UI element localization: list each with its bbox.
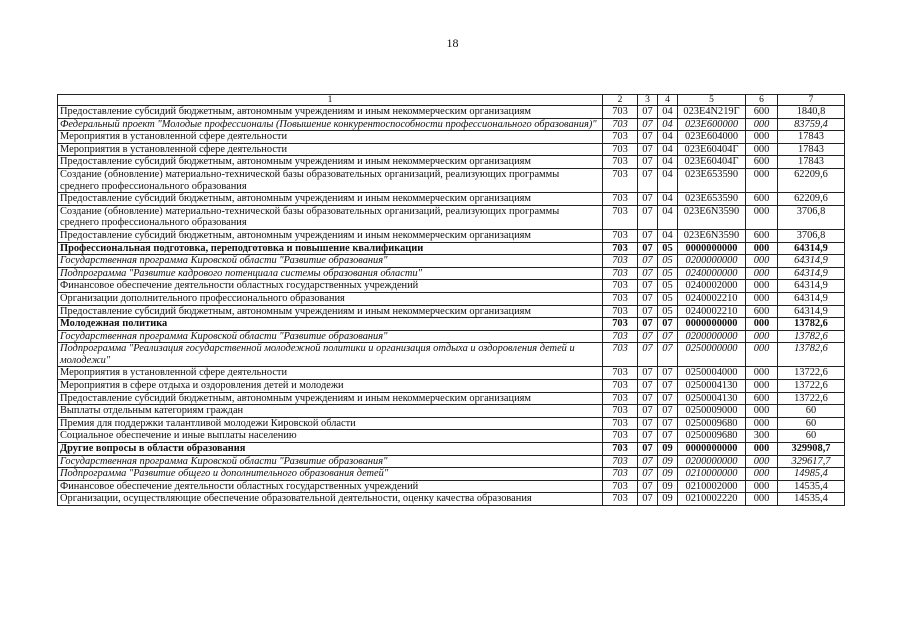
- row-name-cell: Мероприятия в установленной сфере деятельности: [58, 143, 603, 156]
- table-row: [58, 280, 845, 293]
- cell-col-6: 000: [746, 455, 778, 468]
- row-name-cell: Государственная программа Кировской области "Развитие образования": [58, 255, 603, 268]
- cell-col-6: 000: [746, 118, 778, 131]
- cell-col-4: 07: [658, 330, 678, 343]
- cell-col-4: 04: [658, 168, 678, 192]
- cell-col-4: 04: [658, 229, 678, 242]
- row-name-cell: Федеральный проект "Молодые профессионалы (Повышение конкурентоспособности профессионального образования)": [58, 118, 603, 131]
- cell-col-4: 07: [658, 405, 678, 418]
- cell-col-6: 000: [746, 242, 778, 255]
- cell-col-2: 703: [603, 443, 638, 456]
- row-name-cell: Предоставление субсидий бюджетным, автономным учреждениям и иным некоммерческим организациям: [58, 305, 603, 318]
- row-name-cell: Мероприятия в сфере отдыха и оздоровления детей и молодежи: [58, 380, 603, 393]
- cell-col-6: 000: [746, 468, 778, 481]
- cell-col-6: 000: [746, 267, 778, 280]
- cell-col-3: 07: [638, 417, 658, 430]
- cell-col-2: 703: [603, 318, 638, 331]
- row-name-cell: Другие вопросы в области образования: [58, 443, 603, 456]
- cell-col-6: 000: [746, 480, 778, 493]
- table-row: [58, 443, 845, 456]
- cell-col-4: 09: [658, 468, 678, 481]
- table-body: [58, 95, 845, 506]
- cell-col-2: 703: [603, 168, 638, 192]
- row-name-cell: Организации, осуществляющие обеспечение образовательной деятельности, оценку качества образования: [58, 493, 603, 506]
- table-row: [58, 455, 845, 468]
- cell-col-4: 04: [658, 156, 678, 169]
- table-row: [58, 156, 845, 169]
- cell-col-4: 07: [658, 367, 678, 380]
- cell-col-2: 703: [603, 468, 638, 481]
- cell-col-2: 703: [603, 292, 638, 305]
- table-row: [58, 430, 845, 443]
- cell-amount: 13722,6: [778, 380, 845, 393]
- cell-amount: 64314,9: [778, 242, 845, 255]
- table-row: [58, 229, 845, 242]
- table-row: [58, 205, 845, 229]
- cell-col-2: 703: [603, 118, 638, 131]
- cell-amount: 329617,7: [778, 455, 845, 468]
- cell-col-5: 0200000000: [678, 330, 746, 343]
- cell-col-3: 07: [638, 106, 658, 119]
- cell-col-2: 703: [603, 493, 638, 506]
- table-row: [58, 405, 845, 418]
- cell-col-3: 07: [638, 330, 658, 343]
- cell-col-2: 703: [603, 367, 638, 380]
- cell-col-5: 023E653590: [678, 193, 746, 206]
- cell-col-6: 000: [746, 292, 778, 305]
- cell-col-4: 05: [658, 292, 678, 305]
- column-header: 4: [658, 95, 678, 106]
- row-name-cell: Предоставление субсидий бюджетным, автономным учреждениям и иным некоммерческим организациям: [58, 156, 603, 169]
- cell-col-5: 0250004000: [678, 367, 746, 380]
- cell-col-5: 0250009000: [678, 405, 746, 418]
- cell-col-2: 703: [603, 417, 638, 430]
- cell-amount: 1840,8: [778, 106, 845, 119]
- cell-amount: 64314,9: [778, 305, 845, 318]
- cell-col-5: 0250000000: [678, 343, 746, 367]
- cell-col-4: 05: [658, 267, 678, 280]
- table-row: [58, 380, 845, 393]
- column-header: 5: [678, 95, 746, 106]
- cell-col-5: 0200000000: [678, 255, 746, 268]
- column-header: 3: [638, 95, 658, 106]
- table-row: [58, 292, 845, 305]
- column-header: 2: [603, 95, 638, 106]
- cell-col-6: 600: [746, 193, 778, 206]
- table-row: [58, 343, 845, 367]
- table-row: [58, 267, 845, 280]
- cell-col-3: 07: [638, 305, 658, 318]
- cell-col-2: 703: [603, 267, 638, 280]
- table-row: [58, 131, 845, 144]
- cell-col-2: 703: [603, 205, 638, 229]
- table-header-row: [58, 95, 845, 106]
- cell-col-4: 04: [658, 131, 678, 144]
- cell-col-5: 023E604000: [678, 131, 746, 144]
- cell-col-5: 0210000000: [678, 468, 746, 481]
- cell-col-3: 07: [638, 455, 658, 468]
- row-name-cell: Социальное обеспечение и иные выплаты населению: [58, 430, 603, 443]
- cell-col-2: 703: [603, 343, 638, 367]
- cell-amount: 13782,6: [778, 343, 845, 367]
- cell-col-6: 600: [746, 229, 778, 242]
- cell-col-5: 0000000000: [678, 242, 746, 255]
- column-header: 6: [746, 95, 778, 106]
- cell-col-6: 000: [746, 380, 778, 393]
- cell-col-4: 04: [658, 106, 678, 119]
- cell-col-2: 703: [603, 305, 638, 318]
- cell-col-3: 07: [638, 143, 658, 156]
- cell-col-6: 000: [746, 343, 778, 367]
- cell-amount: 62209,6: [778, 168, 845, 192]
- cell-col-3: 07: [638, 267, 658, 280]
- cell-amount: 83759,4: [778, 118, 845, 131]
- cell-amount: 60: [778, 417, 845, 430]
- cell-col-3: 07: [638, 118, 658, 131]
- cell-col-3: 07: [638, 242, 658, 255]
- row-name-cell: Предоставление субсидий бюджетным, автономным учреждениям и иным некоммерческим организациям: [58, 193, 603, 206]
- cell-col-3: 07: [638, 255, 658, 268]
- cell-col-5: 0210002000: [678, 480, 746, 493]
- cell-col-2: 703: [603, 255, 638, 268]
- cell-col-4: 09: [658, 455, 678, 468]
- cell-col-4: 04: [658, 118, 678, 131]
- cell-col-6: 600: [746, 305, 778, 318]
- cell-col-6: 000: [746, 330, 778, 343]
- cell-col-4: 07: [658, 392, 678, 405]
- cell-col-5: 0250009680: [678, 430, 746, 443]
- cell-col-6: 000: [746, 205, 778, 229]
- cell-col-5: 023E653590: [678, 168, 746, 192]
- cell-amount: 3706,8: [778, 205, 845, 229]
- cell-amount: 17843: [778, 143, 845, 156]
- cell-col-5: 0240002000: [678, 280, 746, 293]
- row-name-cell: Государственная программа Кировской области "Развитие образования": [58, 330, 603, 343]
- cell-col-5: 0240000000: [678, 267, 746, 280]
- cell-col-2: 703: [603, 330, 638, 343]
- cell-amount: 64314,9: [778, 267, 845, 280]
- table-row: [58, 417, 845, 430]
- budget-table: [57, 94, 845, 506]
- cell-col-5: 023E6N3590: [678, 229, 746, 242]
- table-row: [58, 143, 845, 156]
- cell-col-5: 023E600000: [678, 118, 746, 131]
- cell-col-2: 703: [603, 455, 638, 468]
- cell-col-5: 023E6N3590: [678, 205, 746, 229]
- cell-col-4: 09: [658, 443, 678, 456]
- cell-col-3: 07: [638, 292, 658, 305]
- cell-col-2: 703: [603, 280, 638, 293]
- cell-col-2: 703: [603, 229, 638, 242]
- row-name-cell: Предоставление субсидий бюджетным, автономным учреждениям и иным некоммерческим организациям: [58, 229, 603, 242]
- table-row: [58, 493, 845, 506]
- cell-col-6: 000: [746, 143, 778, 156]
- cell-amount: 64314,9: [778, 280, 845, 293]
- cell-col-3: 07: [638, 493, 658, 506]
- cell-col-5: 023E4N219Г: [678, 106, 746, 119]
- cell-amount: 60: [778, 430, 845, 443]
- page-number: 18: [446, 36, 459, 50]
- cell-col-3: 07: [638, 480, 658, 493]
- cell-amount: 14985,4: [778, 468, 845, 481]
- cell-col-6: 000: [746, 131, 778, 144]
- row-name-cell: Подпрограмма "Реализация государственной молодежной политики и организация отдыха и оздоровления детей и молодежи": [58, 343, 603, 367]
- row-name-cell: Организации дополнительного профессионального образования: [58, 292, 603, 305]
- cell-col-4: 07: [658, 343, 678, 367]
- cell-col-4: 05: [658, 305, 678, 318]
- cell-col-6: 300: [746, 430, 778, 443]
- cell-amount: 62209,6: [778, 193, 845, 206]
- table-row: [58, 480, 845, 493]
- cell-col-2: 703: [603, 430, 638, 443]
- cell-col-3: 07: [638, 468, 658, 481]
- cell-amount: 14535,4: [778, 480, 845, 493]
- cell-col-3: 07: [638, 367, 658, 380]
- cell-col-5: 0250009680: [678, 417, 746, 430]
- cell-col-3: 07: [638, 392, 658, 405]
- cell-amount: 64314,9: [778, 255, 845, 268]
- cell-col-2: 703: [603, 156, 638, 169]
- cell-col-6: 000: [746, 443, 778, 456]
- cell-amount: 13782,6: [778, 318, 845, 331]
- cell-col-2: 703: [603, 143, 638, 156]
- cell-col-4: 04: [658, 205, 678, 229]
- cell-col-5: 0240002210: [678, 305, 746, 318]
- cell-col-3: 07: [638, 343, 658, 367]
- table-row: [58, 168, 845, 192]
- cell-col-6: 000: [746, 280, 778, 293]
- cell-amount: 17843: [778, 156, 845, 169]
- row-name-cell: Молодежная политика: [58, 318, 603, 331]
- row-name-cell: Финансовое обеспечение деятельности областных государственных учреждений: [58, 280, 603, 293]
- cell-col-4: 09: [658, 480, 678, 493]
- cell-col-5: 0210002220: [678, 493, 746, 506]
- cell-col-3: 07: [638, 318, 658, 331]
- cell-col-4: 05: [658, 242, 678, 255]
- cell-col-4: 07: [658, 318, 678, 331]
- cell-amount: 3706,8: [778, 229, 845, 242]
- cell-col-6: 000: [746, 255, 778, 268]
- row-name-cell: Подпрограмма "Развитие кадрового потенциала системы образования области": [58, 267, 603, 280]
- cell-col-5: 0200000000: [678, 455, 746, 468]
- cell-col-5: 0250004130: [678, 392, 746, 405]
- row-name-cell: Премия для поддержки талантливой молодежи Кировской области: [58, 417, 603, 430]
- column-header: 1: [58, 95, 603, 106]
- cell-col-5: 0000000000: [678, 318, 746, 331]
- table-row: [58, 305, 845, 318]
- table-row: [58, 255, 845, 268]
- table-row: [58, 242, 845, 255]
- table-row: [58, 193, 845, 206]
- cell-col-5: 023E60404Г: [678, 143, 746, 156]
- row-name-cell: Предоставление субсидий бюджетным, автономным учреждениям и иным некоммерческим организациям: [58, 106, 603, 119]
- cell-col-6: 000: [746, 318, 778, 331]
- cell-col-3: 07: [638, 380, 658, 393]
- row-name-cell: Профессиональная подготовка, переподготовка и повышение квалификации: [58, 242, 603, 255]
- cell-col-6: 600: [746, 392, 778, 405]
- cell-col-2: 703: [603, 131, 638, 144]
- row-name-cell: Финансовое обеспечение деятельности областных государственных учреждений: [58, 480, 603, 493]
- cell-col-6: 000: [746, 493, 778, 506]
- cell-col-6: 600: [746, 156, 778, 169]
- cell-col-6: 600: [746, 106, 778, 119]
- cell-col-4: 04: [658, 143, 678, 156]
- table-row: [58, 118, 845, 131]
- cell-col-4: 09: [658, 493, 678, 506]
- cell-col-3: 07: [638, 430, 658, 443]
- row-name-cell: Мероприятия в установленной сфере деятельности: [58, 131, 603, 144]
- cell-col-3: 07: [638, 280, 658, 293]
- cell-col-4: 07: [658, 430, 678, 443]
- cell-col-4: 05: [658, 255, 678, 268]
- cell-amount: 13782,6: [778, 330, 845, 343]
- cell-amount: 329908,7: [778, 443, 845, 456]
- cell-col-5: 023E60404Г: [678, 156, 746, 169]
- cell-col-6: 000: [746, 417, 778, 430]
- cell-col-2: 703: [603, 480, 638, 493]
- cell-col-3: 07: [638, 229, 658, 242]
- cell-col-4: 04: [658, 193, 678, 206]
- row-name-cell: Создание (обновление) материально-технической базы образовательных организаций, реализующих программы среднего профессионального образования: [58, 205, 603, 229]
- cell-col-3: 07: [638, 405, 658, 418]
- cell-col-2: 703: [603, 242, 638, 255]
- row-name-cell: Мероприятия в установленной сфере деятельности: [58, 367, 603, 380]
- cell-col-3: 07: [638, 168, 658, 192]
- cell-col-6: 000: [746, 168, 778, 192]
- row-name-cell: Выплаты отдельным категориям граждан: [58, 405, 603, 418]
- cell-col-3: 07: [638, 131, 658, 144]
- cell-amount: 13722,6: [778, 367, 845, 380]
- table-row: [58, 367, 845, 380]
- table-row: [58, 318, 845, 331]
- cell-col-6: 000: [746, 367, 778, 380]
- row-name-cell: Предоставление субсидий бюджетным, автономным учреждениям и иным некоммерческим организациям: [58, 392, 603, 405]
- cell-col-5: 0000000000: [678, 443, 746, 456]
- cell-col-4: 07: [658, 380, 678, 393]
- cell-col-4: 07: [658, 417, 678, 430]
- cell-amount: 13722,6: [778, 392, 845, 405]
- table-row: [58, 106, 845, 119]
- cell-col-3: 07: [638, 205, 658, 229]
- cell-amount: 64314,9: [778, 292, 845, 305]
- cell-col-2: 703: [603, 106, 638, 119]
- row-name-cell: Подпрограмма "Развитие общего и дополнительного образования детей": [58, 468, 603, 481]
- cell-col-2: 703: [603, 193, 638, 206]
- cell-col-3: 07: [638, 193, 658, 206]
- table-row: [58, 330, 845, 343]
- cell-col-3: 07: [638, 443, 658, 456]
- cell-col-5: 0250004130: [678, 380, 746, 393]
- cell-col-6: 000: [746, 405, 778, 418]
- cell-col-5: 0240002210: [678, 292, 746, 305]
- cell-amount: 60: [778, 405, 845, 418]
- table-row: [58, 468, 845, 481]
- cell-col-2: 703: [603, 405, 638, 418]
- cell-col-4: 05: [658, 280, 678, 293]
- row-name-cell: Создание (обновление) материально-технической базы образовательных организаций, реализующих программы среднего профессионального образования: [58, 168, 603, 192]
- column-header: 7: [778, 95, 845, 106]
- row-name-cell: Государственная программа Кировской области "Развитие образования": [58, 455, 603, 468]
- cell-amount: 14535,4: [778, 493, 845, 506]
- cell-col-2: 703: [603, 380, 638, 393]
- cell-col-2: 703: [603, 392, 638, 405]
- table-row: [58, 392, 845, 405]
- cell-amount: 17843: [778, 131, 845, 144]
- cell-col-3: 07: [638, 156, 658, 169]
